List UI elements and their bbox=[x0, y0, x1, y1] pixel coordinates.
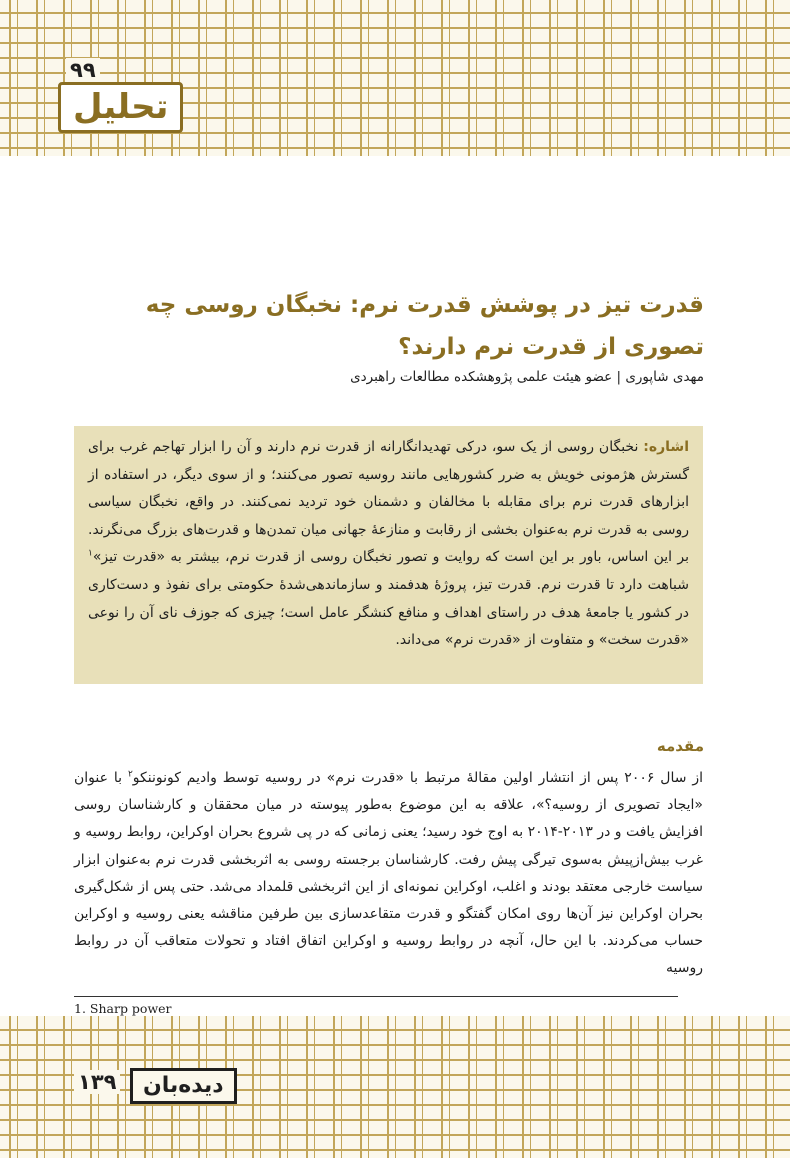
intro-body bbox=[74, 765, 703, 983]
footnote-divider bbox=[74, 996, 678, 997]
footnote-ref-1[interactable]: ۱ bbox=[88, 548, 93, 559]
intro-heading: مقدمه bbox=[656, 737, 704, 755]
magazine-logo: دیده‌بان bbox=[130, 1068, 237, 1104]
intro-text-part2: با عنوان «ایجاد تصویری از روسیه؟»، علاقه به این موضوع به‌طور پیوسته در میان محققان و کارشناسان روسی افزایش یافت و در ۲۰۱۳-۲۰۱۴ به اوج خود رسید؛ یعنی زمانی که در پی شروع بحران اوکراین، روابط روسیه و غرب بیش‌ازپیش به‌سوی تیرگی پیش رفت. کارشناسان برجسته روسی به اثربخشی قدرت نرم به‌عنوان ابزار سیاست خارجی معتقد بودند و اغلب، اوکراین نمونه‌ای از این اثربخشی قلمداد می‌شد. حتی پس از شکل‌گیری بحران اوکراین نیز آن‌ها روی امکان گفتگو و قدرت متقاعدسازی بین طرفین مناقشه یعنی روسیه و اوکراین حساب می‌کردند. با این حال، آنچه در روابط روسیه و اوکراین اتفاق افتاد و تحولات متعاقب آن در روابط روسیه bbox=[74, 770, 703, 977]
page-number-bottom: ۱۳۹ bbox=[74, 1070, 120, 1094]
abstract-text-part2: شباهت دارد تا قدرت نرم. قدرت تیز، پروژهٔ هدفمند و سازماندهی‌شدهٔ حکومتی برای نفوذ و دست‌کاری در کشور یا جامعهٔ هدف در راستای اهداف و منافع کنشگر عامل است؛ چیزی که جوزف نای آن را نوعی «قدرت سخت» و متفاوت از «قدرت نرم» می‌داند. bbox=[88, 576, 689, 649]
abstract-lead: اشاره: bbox=[643, 439, 689, 455]
page-number-top: ۹۹ bbox=[66, 58, 100, 82]
author-byline: مهدی شاپوری | عضو هیئت علمی پژوهشکده مطالعات راهبردی bbox=[350, 369, 704, 385]
abstract-text-part1: نخبگان روسی از یک سو، درکی تهدیدانگارانه از قدرت نرم دارند و آن را ابزار تهاجم غرب برای گسترش هژمونی خویش به ضرر کشورهایی مانند روسیه تصور می‌کنند؛ و از سوی دیگر، در استفاده از ابزارهای قدرت نرم برای مقابله با مخالفان و دشمنان خود تردید نمی‌کنند. در واقع، نخبگان سیاسی روسی به قدرت نرم به‌عنوان بخشی از رقابت و منازعهٔ جهانی میان تمدن‌ها و قدرت‌های بزرگ می‌نگرند. بر این اساس، باور بر این است که روایت و تصور نخبگان روسی از قدرت نرم، بیشتر به «قدرت تیز» bbox=[88, 439, 689, 566]
abstract-box bbox=[74, 426, 703, 684]
section-logo: تحلیل bbox=[58, 82, 183, 133]
footnote-ref-2[interactable]: ۲ bbox=[127, 769, 133, 780]
intro-text-part1: از سال ۲۰۰۶ پس از انتشار اولین مقالهٔ مرتبط با «قدرت نرم» در روسیه توسط وادیم کونوننکو bbox=[132, 770, 703, 786]
footnote-item: 1. Sharp power bbox=[74, 1001, 172, 1016]
article-title: قدرت تیز در پوشش قدرت نرم: نخبگان روسی چه تصوری از قدرت نرم دارند؟ bbox=[145, 292, 704, 360]
